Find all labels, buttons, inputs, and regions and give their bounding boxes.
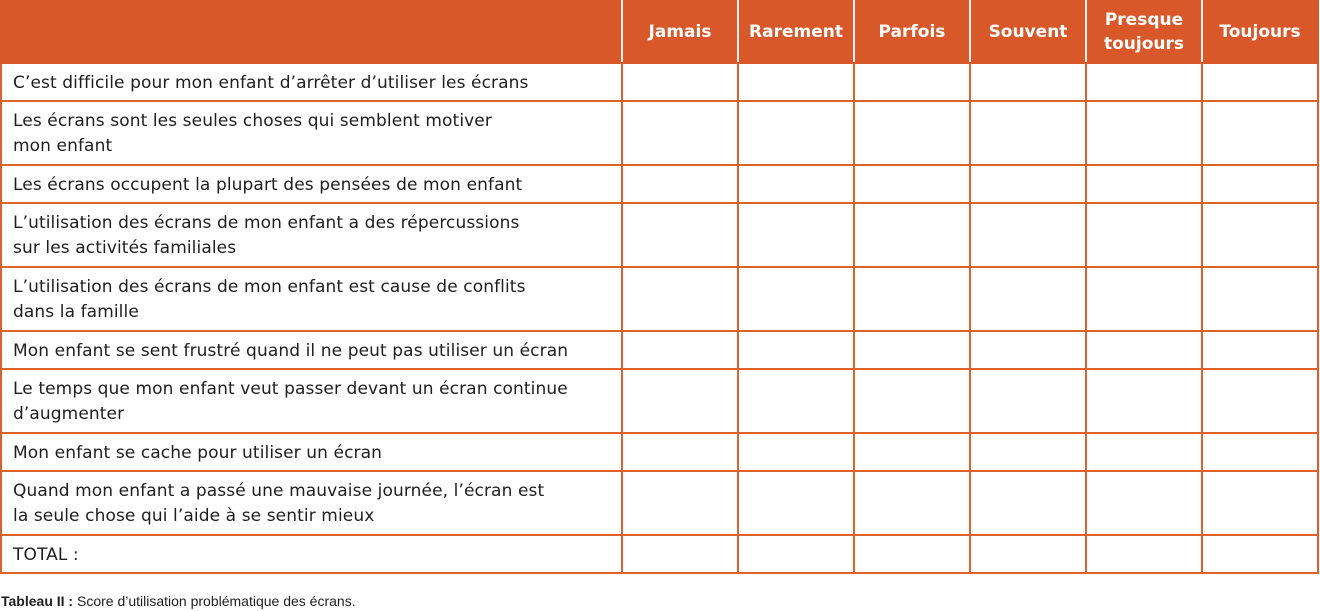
answer-cell[interactable] — [622, 535, 738, 573]
table-row — [1, 535, 1318, 573]
answer-cell[interactable] — [1086, 101, 1202, 165]
answer-cell[interactable] — [622, 369, 738, 433]
answer-cell[interactable] — [622, 165, 738, 203]
header-presque-toujours — [1086, 1, 1202, 63]
item-text: Mon enfant se sent frustré quand il ne peut pas utiliser un écran — [1, 331, 622, 369]
item-text: L’utilisation des écrans de mon enfant a des répercussions sur les activités familiales — [1, 203, 622, 267]
answer-cell[interactable] — [854, 101, 970, 165]
answer-cell[interactable] — [1202, 63, 1318, 101]
answer-cell[interactable] — [622, 203, 738, 267]
answer-cell[interactable] — [854, 433, 970, 471]
header-parfois: Parfois — [854, 1, 970, 63]
answer-cell[interactable] — [622, 471, 738, 535]
answer-cell[interactable] — [854, 203, 970, 267]
table-row — [1, 165, 1318, 203]
answer-cell[interactable] — [738, 331, 854, 369]
answer-cell[interactable] — [854, 369, 970, 433]
table-row — [1, 471, 1318, 535]
table-caption — [1, 592, 356, 610]
answer-cell[interactable] — [622, 63, 738, 101]
answer-cell[interactable] — [738, 63, 854, 101]
answer-cell[interactable] — [970, 203, 1086, 267]
answer-cell[interactable] — [854, 267, 970, 331]
table-row — [1, 331, 1318, 369]
answer-cell[interactable] — [738, 267, 854, 331]
total-label: TOTAL : — [1, 535, 622, 573]
answer-cell[interactable] — [970, 63, 1086, 101]
answer-cell[interactable] — [738, 101, 854, 165]
answer-cell[interactable] — [970, 433, 1086, 471]
item-text: Mon enfant se cache pour utiliser un écran — [1, 433, 622, 471]
answer-cell[interactable] — [1202, 433, 1318, 471]
answer-cell[interactable] — [738, 165, 854, 203]
answer-cell[interactable] — [1086, 63, 1202, 101]
caption-text: Score d’utilisation problématique des écrans. — [73, 593, 356, 609]
table-row — [1, 369, 1318, 433]
answer-cell[interactable] — [1202, 369, 1318, 433]
answer-cell[interactable] — [1202, 331, 1318, 369]
header-jamais: Jamais — [622, 1, 738, 63]
header-toujours: Toujours — [1202, 1, 1318, 63]
answer-cell[interactable] — [854, 63, 970, 101]
header-rarement: Rarement — [738, 1, 854, 63]
answer-cell[interactable] — [738, 203, 854, 267]
caption-label: Tableau II : — [1, 593, 74, 609]
item-text: Quand mon enfant a passé une mauvaise journée, l’écran est la seule chose qui l’aide à se sentir mieux — [1, 471, 622, 535]
answer-cell[interactable] — [1202, 267, 1318, 331]
answer-cell[interactable] — [854, 535, 970, 573]
answer-cell[interactable] — [738, 369, 854, 433]
table-row — [1, 63, 1318, 101]
answer-cell[interactable] — [738, 471, 854, 535]
answer-cell[interactable] — [1086, 369, 1202, 433]
item-text: Les écrans sont les seules choses qui semblent motiver mon enfant — [1, 101, 622, 165]
table-row — [1, 203, 1318, 267]
header-presque-toujours-label: Presque toujours — [1103, 10, 1185, 54]
item-text: C’est difficile pour mon enfant d’arrêter d’utiliser les écrans — [1, 63, 622, 101]
answer-cell[interactable] — [738, 535, 854, 573]
answer-cell[interactable] — [1202, 203, 1318, 267]
answer-cell[interactable] — [970, 165, 1086, 203]
answer-cell[interactable] — [1086, 331, 1202, 369]
answer-cell[interactable] — [1202, 535, 1318, 573]
answer-cell[interactable] — [1086, 267, 1202, 331]
table-row — [1, 267, 1318, 331]
answer-cell[interactable] — [970, 471, 1086, 535]
answer-cell[interactable] — [970, 331, 1086, 369]
answer-cell[interactable] — [970, 267, 1086, 331]
answer-cell[interactable] — [1202, 471, 1318, 535]
table-body — [1, 63, 1318, 573]
answer-cell[interactable] — [738, 433, 854, 471]
answer-cell[interactable] — [1202, 165, 1318, 203]
item-text: Le temps que mon enfant veut passer devant un écran continue d’augmenter — [1, 369, 622, 433]
item-text: Les écrans occupent la plupart des pensées de mon enfant — [1, 165, 622, 203]
answer-cell[interactable] — [970, 369, 1086, 433]
answer-cell[interactable] — [970, 535, 1086, 573]
answer-cell[interactable] — [622, 433, 738, 471]
answer-cell[interactable] — [1086, 471, 1202, 535]
answer-cell[interactable] — [854, 331, 970, 369]
answer-cell[interactable] — [622, 331, 738, 369]
answer-cell[interactable] — [1086, 165, 1202, 203]
answer-cell[interactable] — [1086, 535, 1202, 573]
table-row — [1, 433, 1318, 471]
header-souvent: Souvent — [970, 1, 1086, 63]
answer-cell[interactable] — [1086, 203, 1202, 267]
header-row — [1, 1, 1318, 63]
answer-cell[interactable] — [970, 101, 1086, 165]
answer-cell[interactable] — [622, 101, 738, 165]
answer-cell[interactable] — [854, 471, 970, 535]
header-item-cell — [1, 1, 622, 63]
answer-cell[interactable] — [1202, 101, 1318, 165]
answer-cell[interactable] — [622, 267, 738, 331]
answer-cell[interactable] — [1086, 433, 1202, 471]
item-text: L’utilisation des écrans de mon enfant est cause de conflits dans la famille — [1, 267, 622, 331]
answer-cell[interactable] — [854, 165, 970, 203]
table-row — [1, 101, 1318, 165]
